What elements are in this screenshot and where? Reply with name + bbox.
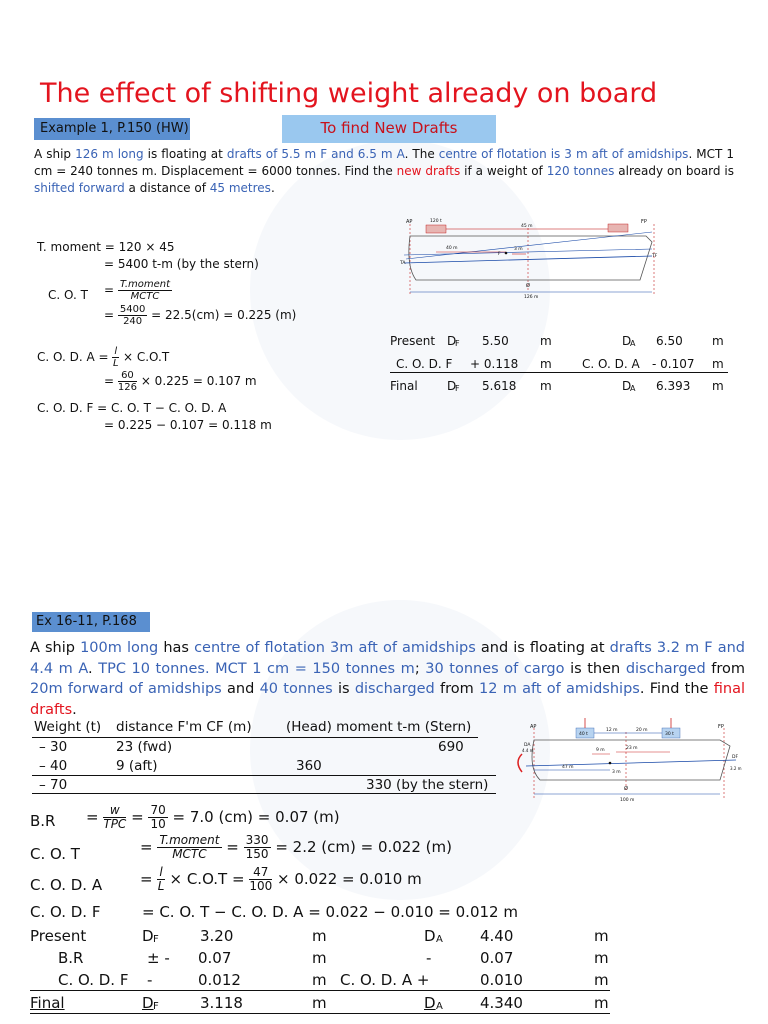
fp-label: FP — [641, 219, 647, 225]
page-title: The effect of shifting weight already on board — [40, 78, 658, 109]
svg-text:DA: DA — [524, 743, 531, 748]
tmoment-line1: T. moment = 120 × 45 — [37, 240, 175, 254]
svg-text:3 m: 3 m — [612, 770, 621, 775]
svg-text:4.4 m: 4.4 m — [522, 748, 534, 753]
cot-formula: = $\frac{\text{T.moment}}{\text{MCTC}}$ — [104, 279, 171, 302]
example1-tag: Example 1, P.150 (HW) — [34, 118, 190, 140]
br-formula: = $\frac{w}{\text{TPC}}$ = $\frac{70}{10}$ = 7.0 (cm) = 0.07 (m) — [86, 803, 340, 831]
example2-tag: Ex 16-11, P.168 — [32, 612, 150, 632]
svg-text:40 m: 40 m — [446, 246, 458, 251]
example1-problem: A ship 126 m long is floating at drafts of 5.5 m F and 6.5 m A. The centre of flotation is 3 m aft of amidships. MCT 1 cm = 240 tonnes m. Displacement = 6000 tonnes. Find the new drafts if a weight of 120 tonnes already on board is shifted forward a distance of 45 metres. — [34, 147, 735, 195]
codf-result-2: = C. O. T − C. O. D. A = 0.022 − 0.010 = 0.012 m — [142, 903, 518, 921]
svg-text:Ø: Ø — [624, 786, 628, 792]
cot-label-2: C. O. T — [30, 845, 80, 863]
svg-text:47 m: 47 m — [562, 765, 574, 770]
coda-formula: C. O. D. A = $\frac{l}{L}$ × C.O.T — [37, 346, 170, 369]
svg-text:40 t: 40 t — [579, 732, 588, 737]
coda-formula-2: = $\frac{l}{L}$ × C.O.T = $\frac{47}{100}$ × 0.022 = 0.010 m — [140, 865, 422, 893]
cot-label: C. O. T — [48, 288, 88, 302]
svg-text:45 m: 45 m — [521, 224, 533, 229]
ap-label: AP — [406, 219, 413, 225]
svg-text:TA: TA — [400, 261, 406, 266]
svg-text:30 t: 30 t — [665, 732, 674, 737]
svg-text:F: F — [498, 252, 501, 257]
codf-line2: = 0.225 − 0.107 = 0.118 m — [104, 418, 272, 432]
svg-text:100 m: 100 m — [620, 798, 635, 803]
svg-text:TF: TF — [652, 254, 658, 259]
cot-formula-2: = $\frac{\text{T.moment}}{\text{MCTC}}$ = $\frac{330}{150}$ = 2.2 (cm) = 0.022 (m) — [140, 833, 452, 861]
svg-text:12 m: 12 m — [606, 728, 618, 733]
svg-text:AP: AP — [530, 724, 537, 730]
coda-result: = $\frac{60}{126}$ × 0.225 = 0.107 m — [104, 370, 257, 393]
codf-label-2: C. O. D. F — [30, 903, 101, 921]
codf-line1: C. O. D. F = C. O. T − C. O. D. A — [37, 401, 227, 415]
svg-text:23 m: 23 m — [626, 746, 638, 751]
example2-problem: A ship 100m long has centre of flotation 3m aft of amidships and is floating at drafts 3.2 m F and 4.4 m A. TPC 10 tonnes. MCT 1 cm = 150 tonnes m; 30 tonnes of cargo is then discharged from 20m forward of amidships and 40 tonnes is discharged from 12 m aft of amidships. Find the final drafts. — [30, 640, 746, 718]
br-label: B.R — [30, 812, 56, 830]
cot-result: = $\frac{5400}{240}$ = 22.5(cm) = 0.225 (m) — [104, 304, 297, 327]
svg-text:3.2 m: 3.2 m — [730, 766, 742, 771]
svg-text:Ø: Ø — [526, 283, 530, 289]
svg-text:120 t: 120 t — [430, 219, 442, 224]
ship-diagram-1 — [396, 216, 666, 306]
coda-label-2: C. O. D. A — [30, 876, 103, 894]
svg-text:126 m: 126 m — [524, 295, 539, 300]
example1-subtitle: To find New Drafts — [282, 115, 496, 143]
svg-text:3 m: 3 m — [514, 247, 523, 252]
svg-text:FP: FP — [718, 724, 724, 730]
svg-text:9 m: 9 m — [596, 748, 605, 753]
svg-text:20 m: 20 m — [636, 728, 648, 733]
tmoment-line2: = 5400 t-m (by the stern) — [104, 257, 259, 271]
ship-diagram-2 — [506, 718, 756, 806]
svg-text:DF: DF — [732, 755, 739, 760]
